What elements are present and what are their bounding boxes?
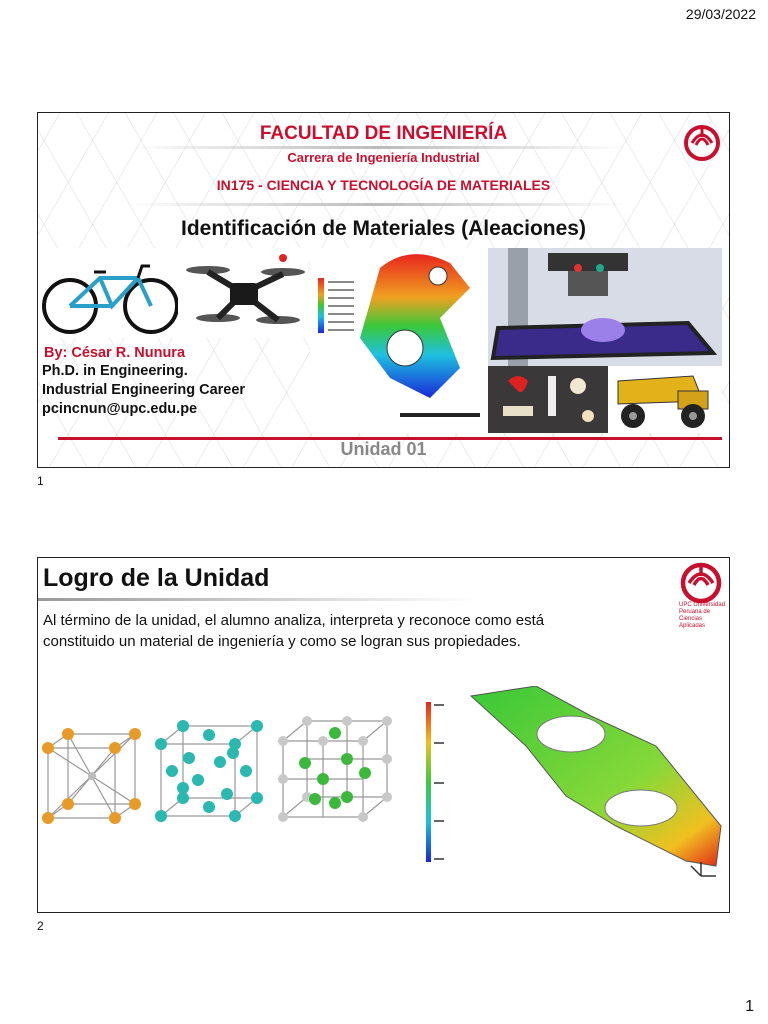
- print-date: 29/03/2022: [685, 6, 756, 22]
- slide-2: [37, 557, 730, 913]
- course-title: IN175 - CIENCIA Y TECNOLOGÍA DE MATERIALES: [216, 177, 551, 193]
- author-program: Industrial Engineering Career: [42, 382, 246, 398]
- diamond-cubic-structure: [153, 718, 271, 826]
- unit-label: Unidad 01: [340, 439, 427, 459]
- title-underline: [38, 598, 478, 601]
- career-subtitle: Carrera de Ingeniería Industrial: [287, 150, 480, 165]
- mining-truck-image: [608, 366, 722, 433]
- bicycle-image: [38, 248, 183, 338]
- upc-logo-icon: [682, 123, 722, 161]
- slide-number: 1: [37, 474, 44, 488]
- divider: [128, 203, 628, 206]
- slide-body-text: Al término de la unidad, el alumno analiza, interpreta y reconoce como está constituido un material de ingeniería y como se logran sus propiedades.: [43, 612, 545, 650]
- upc-logo-icon: [678, 561, 724, 603]
- bone-models-image: [488, 366, 608, 433]
- 3d-printer-image: [488, 248, 722, 366]
- divider: [128, 146, 628, 149]
- upc-caption: UPC Universidad Peruana de Ciencias Aplicadas: [679, 602, 726, 629]
- author-email[interactable]: pcincnun@upc.edu.pe: [42, 401, 198, 417]
- page-number: 1: [745, 998, 754, 1015]
- fcc-crystal-structure: [275, 713, 403, 825]
- bcc-crystal-structure: [40, 726, 155, 826]
- drone-image: [178, 248, 308, 338]
- fea-simulation-image: [310, 248, 488, 433]
- faculty-title: FACULTAD DE INGENIERÍA: [259, 123, 508, 144]
- fea-stress-map: [416, 686, 726, 892]
- slide-title: Logro de la Unidad: [43, 564, 270, 592]
- author-degree: Ph.D. in Engineering.: [42, 363, 188, 379]
- slide-number: 2: [37, 919, 44, 933]
- presentation-title: Identificación de Materiales (Aleaciones): [181, 217, 586, 240]
- author-name: By: César R. Nunura: [44, 345, 186, 361]
- slide-1: [37, 112, 730, 468]
